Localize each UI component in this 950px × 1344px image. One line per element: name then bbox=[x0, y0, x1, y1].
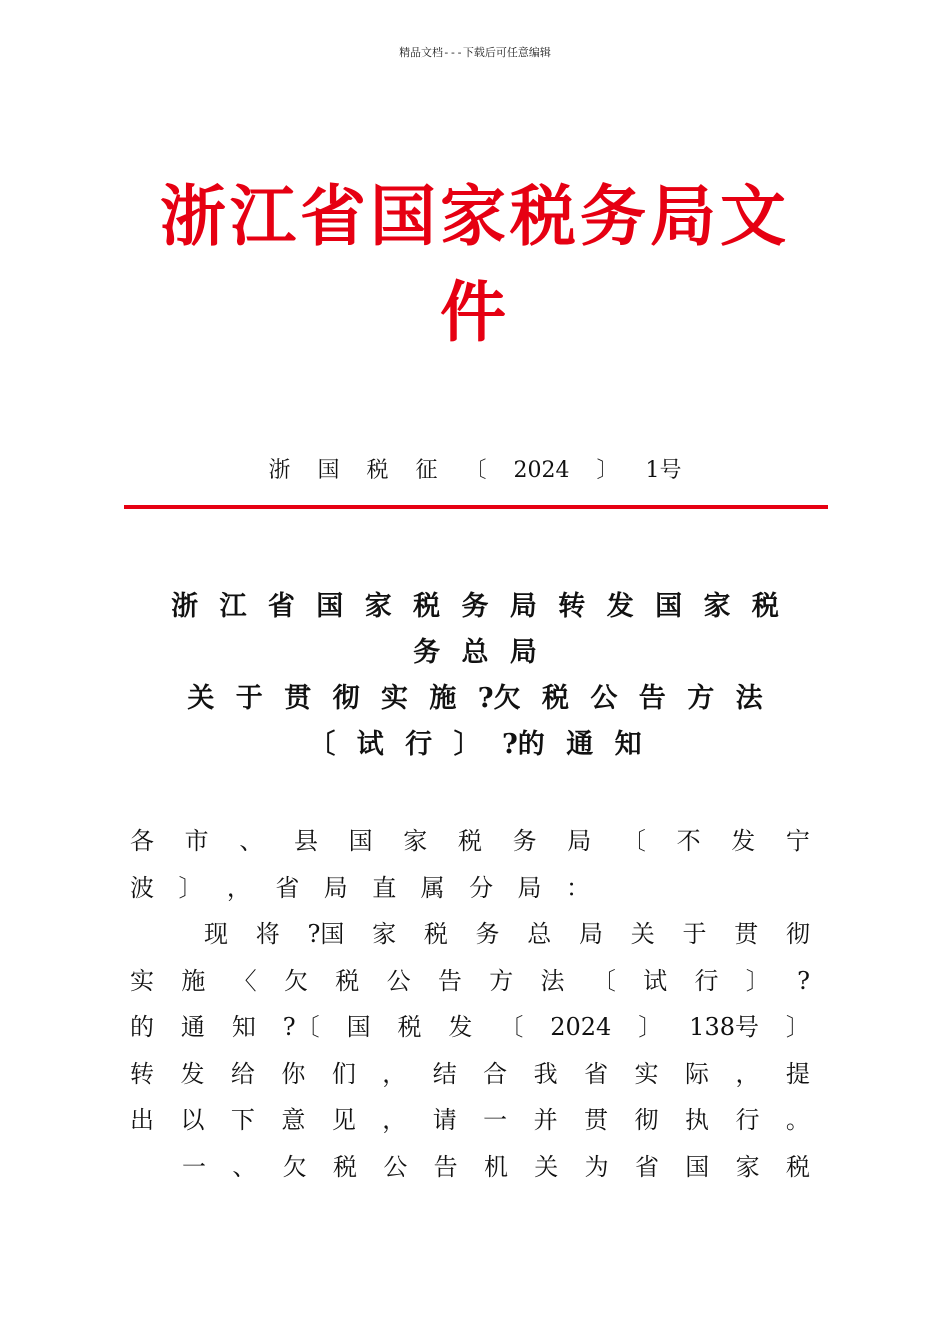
body-char: 税 bbox=[335, 966, 360, 995]
body-char: 实 bbox=[634, 1059, 659, 1088]
body-char: 为 bbox=[584, 1152, 609, 1181]
body-char: 宁 bbox=[785, 827, 810, 855]
body-char: 告 bbox=[437, 966, 462, 995]
body-char: 〕 bbox=[638, 1013, 663, 1041]
body-char: 国 bbox=[685, 1152, 710, 1181]
red-header-divider bbox=[124, 505, 828, 509]
body-char: 试 bbox=[643, 966, 668, 995]
body-char: 欠 bbox=[283, 966, 308, 995]
body-char: 执 bbox=[684, 1106, 709, 1134]
document-body bbox=[130, 818, 810, 1190]
body-char: 家 bbox=[372, 920, 397, 948]
body-char: 知 bbox=[231, 1013, 256, 1041]
body-char: 公 bbox=[383, 1152, 408, 1181]
body-char: 〕 bbox=[178, 873, 203, 902]
header-title-line-1: 浙江省国家税务局文 bbox=[160, 177, 790, 255]
body-char: 2024 bbox=[550, 1013, 612, 1041]
body-char: 县 bbox=[293, 827, 318, 855]
body-char: 以 bbox=[180, 1106, 205, 1134]
body-char: 意 bbox=[281, 1106, 306, 1134]
body-char: 将 bbox=[255, 920, 280, 948]
body-char: ， bbox=[382, 1059, 407, 1088]
body-char: 。 bbox=[785, 1106, 810, 1134]
body-char: 我 bbox=[533, 1059, 558, 1088]
body-line bbox=[130, 865, 590, 912]
body-char: 施 bbox=[181, 966, 206, 995]
header-title-line-2: 件 bbox=[440, 273, 510, 351]
download-watermark: 精品文档---下载后可任意编辑 bbox=[399, 46, 551, 59]
body-char: 转 bbox=[130, 1059, 154, 1088]
body-char: 国 bbox=[348, 827, 373, 855]
body-char: 省 bbox=[275, 873, 300, 902]
body-char: 关 bbox=[534, 1152, 559, 1181]
document-number: 浙 国 税 征 〔 2024 〕 1号 bbox=[268, 458, 682, 483]
body-char: 家 bbox=[735, 1152, 760, 1181]
body-char: 分 bbox=[469, 873, 494, 902]
body-char: ? bbox=[797, 966, 810, 995]
body-char: 属 bbox=[420, 873, 445, 902]
body-char: 法 bbox=[540, 966, 565, 995]
body-char: 税 bbox=[785, 1152, 810, 1181]
body-char: 们 bbox=[331, 1059, 356, 1088]
body-char: 局 bbox=[517, 873, 542, 902]
subject-line-1: 浙 江 省 国 家 税 务 局 转 发 国 家 税 bbox=[171, 591, 779, 622]
body-char: 你 bbox=[281, 1059, 306, 1088]
subject-line-2: 务 总 局 bbox=[413, 637, 537, 668]
body-char: 现 bbox=[204, 920, 228, 948]
body-char: 务 bbox=[475, 920, 500, 948]
body-char: 结 bbox=[432, 1059, 457, 1088]
body-char: 发 bbox=[448, 1013, 473, 1041]
body-char: 彻 bbox=[785, 920, 810, 948]
body-char: 一 bbox=[182, 1152, 206, 1181]
body-char: 各 bbox=[130, 827, 154, 855]
body-line bbox=[130, 958, 810, 1005]
body-char: 税 bbox=[457, 827, 482, 855]
body-char: 的 bbox=[130, 1013, 154, 1041]
body-char: 告 bbox=[433, 1152, 458, 1181]
body-char: 138号 bbox=[689, 1013, 759, 1041]
body-char: 〕 bbox=[745, 966, 770, 995]
body-char: 直 bbox=[372, 873, 397, 902]
body-line bbox=[130, 1004, 810, 1051]
body-char: 出 bbox=[130, 1106, 154, 1134]
body-char: 际 bbox=[684, 1059, 709, 1088]
body-char: 局 bbox=[323, 873, 348, 902]
body-char: 实 bbox=[130, 966, 154, 995]
body-char: 见 bbox=[331, 1106, 356, 1134]
body-char: 省 bbox=[584, 1059, 609, 1088]
body-char: 发 bbox=[731, 827, 756, 855]
subject-line-3: 关 于 贯 彻 实 施 ?欠 税 公 告 方 法 bbox=[187, 683, 763, 714]
body-line bbox=[130, 1097, 810, 1144]
body-char: 下 bbox=[230, 1106, 255, 1134]
body-char: 关 bbox=[630, 920, 655, 948]
body-char: 合 bbox=[483, 1059, 508, 1088]
body-char: 提 bbox=[785, 1059, 810, 1088]
body-char: 波 bbox=[130, 873, 154, 902]
body-line bbox=[130, 1144, 810, 1191]
body-char: 国 bbox=[346, 1013, 371, 1041]
body-char: 务 bbox=[512, 827, 537, 855]
body-char: 市 bbox=[184, 827, 209, 855]
body-char: 税 bbox=[332, 1152, 357, 1181]
body-char: 、 bbox=[232, 1152, 257, 1181]
document-subject bbox=[130, 584, 820, 768]
body-char: 机 bbox=[483, 1152, 508, 1181]
body-char: 〕 bbox=[785, 1013, 810, 1041]
body-char: 并 bbox=[533, 1106, 558, 1134]
body-char: 一 bbox=[483, 1106, 508, 1134]
body-char: 给 bbox=[230, 1059, 255, 1088]
body-char: 行 bbox=[735, 1106, 760, 1134]
body-char: 〔 bbox=[499, 1013, 524, 1041]
body-char: 〔 bbox=[591, 966, 616, 995]
body-char: 方 bbox=[489, 966, 514, 995]
body-char: 公 bbox=[386, 966, 411, 995]
body-char: 贯 bbox=[584, 1106, 609, 1134]
body-line bbox=[130, 911, 810, 958]
body-char: 贯 bbox=[734, 920, 759, 948]
body-char: 省 bbox=[634, 1152, 659, 1181]
body-line bbox=[130, 1051, 810, 1098]
body-char: ， bbox=[735, 1059, 760, 1088]
body-char: 行 bbox=[694, 966, 719, 995]
body-char: 局 bbox=[579, 920, 604, 948]
body-char: 局 bbox=[567, 827, 592, 855]
subject-line-4: 〔 试 行 〕 ?的 通 知 bbox=[308, 729, 642, 760]
body-char: 税 bbox=[397, 1013, 422, 1041]
body-char: ?〔 bbox=[282, 1013, 320, 1041]
body-char: 〔 bbox=[621, 827, 646, 855]
document-header-title bbox=[120, 168, 830, 360]
body-char: 发 bbox=[180, 1059, 205, 1088]
body-char: 欠 bbox=[282, 1152, 307, 1181]
body-char: 通 bbox=[180, 1013, 205, 1041]
body-char: ： bbox=[565, 873, 590, 902]
body-char: ， bbox=[226, 873, 251, 902]
body-char: ?国 bbox=[307, 920, 345, 948]
body-line bbox=[130, 818, 810, 865]
body-char: 不 bbox=[676, 827, 701, 855]
body-char: 于 bbox=[682, 920, 707, 948]
body-char: 总 bbox=[527, 920, 552, 948]
body-char: 〈 bbox=[232, 966, 257, 995]
body-char: 家 bbox=[403, 827, 428, 855]
body-char: 、 bbox=[239, 827, 264, 855]
body-char: ， bbox=[382, 1106, 407, 1134]
body-char: 彻 bbox=[634, 1106, 659, 1134]
body-char: 税 bbox=[423, 920, 448, 948]
body-char: 请 bbox=[432, 1106, 457, 1134]
